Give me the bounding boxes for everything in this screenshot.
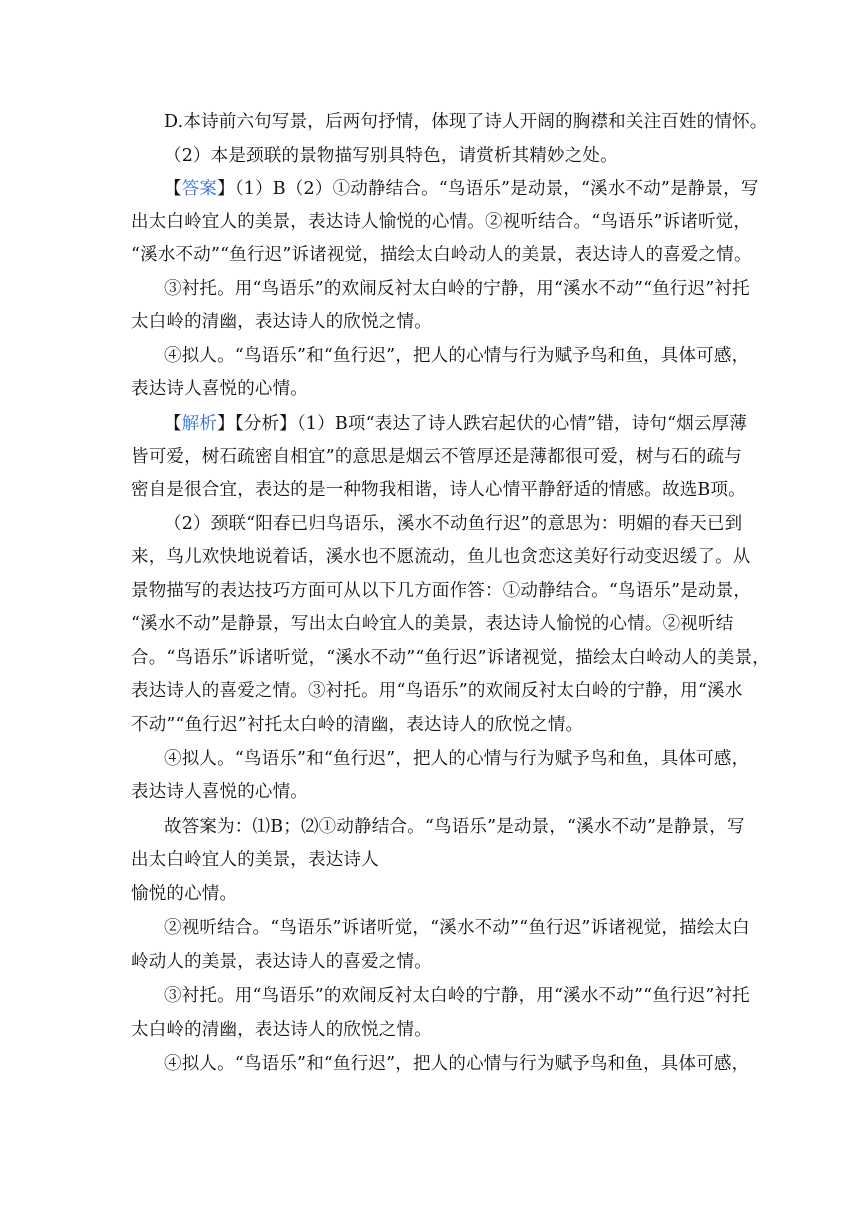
final-answer-line-4: ②视听结合。“鸟语乐”诉诸听觉，“溪水不动”“鱼行迟”诉诸视觉，描绘太白 bbox=[164, 918, 750, 938]
final-answer-line-7: 太白岭的清幽，表达诗人的欣悦之情。 bbox=[131, 1020, 432, 1040]
final-answer-line-2: 出太白岭宜人的美景，表达诗人 bbox=[131, 850, 379, 870]
final-answer-line-6: ③衬托。用“鸟语乐”的欢闹反衬太白岭的宁静，用“溪水不动”“鱼行迟”衬托 bbox=[164, 986, 750, 1006]
final-answer-line-5: 岭动人的美景，表达诗人的喜爱之情。 bbox=[131, 952, 432, 972]
section-label: 解析 bbox=[181, 414, 218, 434]
analysis-line-6: 景物描写的表达技巧方面可从以下几方面作答：①动静结合。“鸟语乐”是动景， bbox=[131, 581, 752, 601]
analysis-line-1: 【解析】【分析】（1）B项“表达了诗人跌宕起伏的心情”错，诗句“烟云厚薄 bbox=[164, 414, 748, 434]
final-answer-line-8: ④拟人。“鸟语乐”和“鱼行迟”，把人的心情与行为赋予鸟和鱼，具体可感， bbox=[164, 1054, 750, 1074]
question-2-line: （2）本是颈联的景物描写别具特色，请赏析其精妙之处。 bbox=[164, 146, 618, 166]
answer-line-6: ④拟人。“鸟语乐”和“鱼行迟”，把人的心情与行为赋予鸟和鱼，具体可感， bbox=[164, 346, 750, 366]
answer-line-1: 【答案】（1）B（2）①动静结合。“鸟语乐”是动景，“溪水不动”是静景，写 bbox=[164, 179, 759, 199]
answer-line-2: 出太白岭宜人的美景，表达诗人愉悦的心情。②视听结合。“鸟语乐”诉诸听觉， bbox=[131, 212, 752, 232]
answer-line-7: 表达诗人喜悦的心情。 bbox=[131, 379, 308, 399]
option-d-line: D.本诗前六句写景，后两句抒情，体现了诗人开阔的胸襟和关注百姓的情怀。 bbox=[164, 112, 768, 132]
analysis-line-5: 来，鸟儿欢快地说着话，溪水也不愿流动，鱼儿也贪恋这美好行动变迟缓了。从 bbox=[131, 547, 751, 567]
answer-line-3: “溪水不动”“鱼行迟”诉诸视觉，描绘太白岭动人的美景，表达诗人的喜爱之情。 bbox=[131, 245, 752, 265]
analysis-line-8: 合。“鸟语乐”诉诸听觉，“溪水不动”“鱼行迟”诉诸视觉，描绘太白岭动人的美景， bbox=[131, 648, 770, 668]
analysis-line-12: 表达诗人喜悦的心情。 bbox=[131, 782, 308, 802]
analysis-line-11: ④拟人。“鸟语乐”和“鱼行迟”，把人的心情与行为赋予鸟和鱼，具体可感， bbox=[164, 749, 750, 769]
analysis-line-9: 表达诗人的喜爱之情。③衬托。用“鸟语乐”的欢闹反衬太白岭的宁静，用“溪水 bbox=[131, 681, 743, 701]
analysis-line-7: “溪水不动”是静景，写出太白岭宜人的美景，表达诗人愉悦的心情。②视听结 bbox=[131, 614, 734, 634]
final-answer-line-3: 愉悦的心情。 bbox=[131, 884, 238, 904]
analysis-line-10: 不动”“鱼行迟”衬托太白岭的清幽，表达诗人的欣悦之情。 bbox=[131, 715, 584, 735]
analysis-line-3: 密自是很合宜，表达的是一种物我相谐，诗人心情平静舒适的情感。故选B项。 bbox=[131, 480, 746, 500]
final-answer-line-1: 故答案为：⑴B；⑵①动静结合。“鸟语乐”是动景，“溪水不动”是静景，写 bbox=[164, 817, 745, 837]
analysis-line-4: （2）颈联“阳春已归鸟语乐，溪水不动鱼行迟”的意思为：明媚的春天已到 bbox=[164, 514, 743, 534]
section-label: 答案 bbox=[181, 179, 218, 199]
answer-line-5: 太白岭的清幽，表达诗人的欣悦之情。 bbox=[131, 312, 432, 332]
analysis-line-2: 皆可爱，树石疏密自相宜”的意思是烟云不管厚还是薄都很可爱，树与石的疏与 bbox=[131, 447, 742, 467]
answer-line-4: ③衬托。用“鸟语乐”的欢闹反衬太白岭的宁静，用“溪水不动”“鱼行迟”衬托 bbox=[164, 279, 750, 299]
